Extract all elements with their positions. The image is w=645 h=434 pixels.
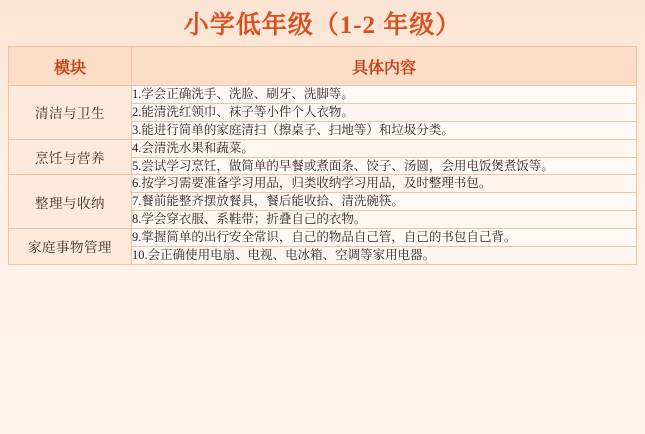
table-row [9, 229, 637, 247]
content-item: 8.学会穿衣服、系鞋带；折叠自己的衣物。 [132, 211, 637, 229]
table-row [9, 139, 637, 157]
module-name-cell: 清洁与卫生 [9, 86, 132, 140]
curriculum-table [8, 46, 637, 265]
content-item: 6.按学习需要准备学习用品，归类收纳学习用品，及时整理书包。 [132, 175, 637, 193]
page-title: 小学低年级（1-2 年级） [183, 12, 462, 39]
content-item: 7.餐前能整齐摆放餐具，餐后能收拾、清洗碗筷。 [132, 193, 637, 211]
column-header-content: 具体内容 [132, 47, 637, 86]
table-header-row [9, 47, 637, 86]
content-item: 10.会正确使用电扇、电视、电冰箱、空调等家用电器。 [132, 246, 637, 264]
module-name-cell: 家庭事物管理 [9, 229, 132, 265]
content-item: 3.能进行简单的家庭清扫（擦桌子、扫地等）和垃圾分类。 [132, 121, 637, 139]
table-row [9, 175, 637, 193]
table-body [9, 86, 637, 265]
content-item: 9.掌握简单的出行安全常识，自己的物品自己管，自己的书包自己背。 [132, 229, 637, 247]
table-row [9, 86, 637, 104]
table-head [9, 47, 637, 86]
module-name-cell: 烹饪与营养 [9, 139, 132, 175]
module-name-cell: 整理与收纳 [9, 175, 132, 229]
content-item: 5.尝试学习烹饪，做简单的早餐或煮面条、饺子、汤圆，会用电饭煲煮饭等。 [132, 157, 637, 175]
column-header-module: 模块 [9, 47, 132, 86]
title-bar [0, 0, 645, 46]
content-item: 4.会清洗水果和蔬菜。 [132, 139, 637, 157]
content-item: 1.学会正确洗手、洗脸、刷牙、洗脚等。 [132, 86, 637, 104]
content-item: 2.能清洗红领巾、袜子等小件个人衣物。 [132, 103, 637, 121]
